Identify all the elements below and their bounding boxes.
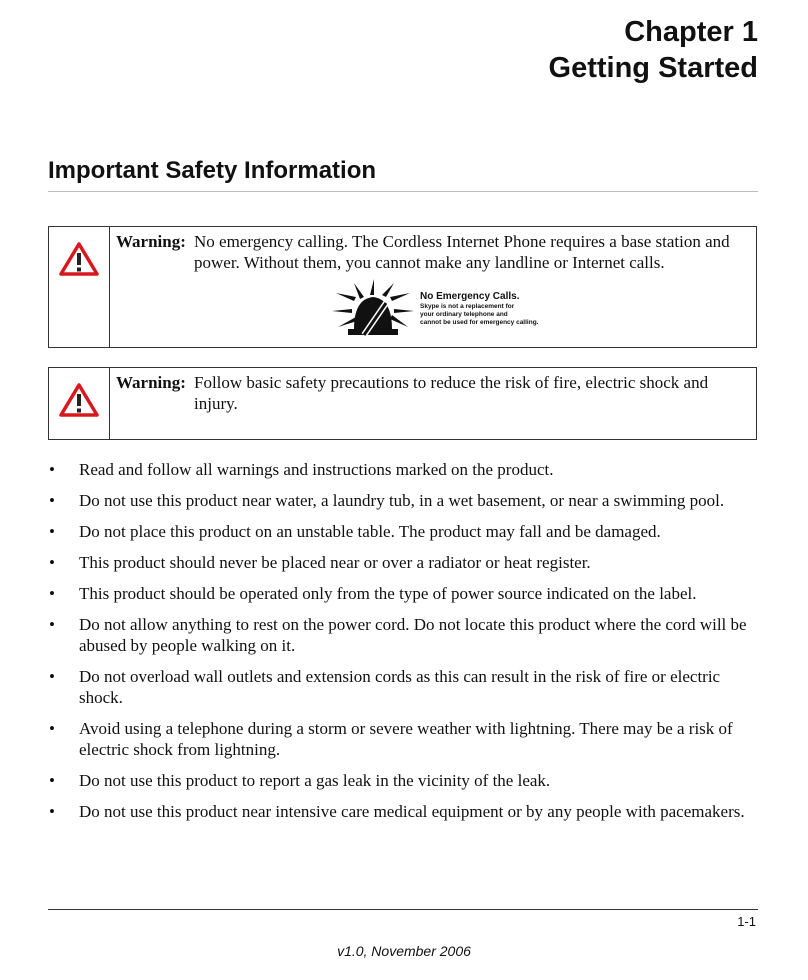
list-item (48, 459, 764, 480)
warning-label: Warning: (116, 232, 186, 251)
footer-rule (48, 909, 758, 910)
safety-bullet-list (48, 459, 764, 832)
warning-triangle-icon (59, 382, 99, 418)
chapter-number: Chapter 1 (624, 16, 758, 48)
list-item (48, 583, 764, 604)
list-item (48, 552, 764, 573)
bullet-mark: • (49, 553, 55, 572)
warning-triangle-icon (59, 241, 99, 277)
bullet-text: Do not use this product near water, a laundry tub, in a wet basement, or near a swimming pool. (79, 491, 725, 510)
warning-text-cell (110, 227, 756, 347)
bullet-mark: • (49, 667, 55, 686)
bullet-text: Do not allow anything to rest on the power cord. Do not locate this product where the cord will be abused by people walking on it. (79, 615, 747, 655)
notice-line-2: your ordinary telephone and (420, 310, 508, 318)
warning-text: No emergency calling. The Cordless Internet Phone requires a base station and power. Without them, you cannot make any landline or Internet calls. (194, 232, 730, 272)
bullet-text: Avoid using a telephone during a storm or severe weather with lightning. There may be a risk of electric shock from lightning. (79, 719, 733, 759)
bullet-mark: • (49, 522, 55, 541)
bullet-text: Read and follow all warnings and instructions marked on the product. (79, 460, 554, 479)
bullet-mark: • (49, 802, 55, 821)
list-item (48, 666, 764, 708)
bullet-text: Do not overload wall outlets and extension cords as this can result in the risk of fire or electric shock. (79, 667, 721, 707)
bullet-text: Do not use this product to report a gas leak in the vicinity of the leak. (79, 771, 551, 790)
warning-box-safety (48, 367, 757, 440)
warning-icon-cell (49, 227, 110, 347)
section-rule (48, 191, 758, 192)
no-emergency-notice (330, 279, 750, 337)
list-item (48, 490, 764, 511)
bullet-mark: • (49, 460, 55, 479)
notice-title: No Emergency Calls. (420, 290, 520, 302)
warning-icon-cell (49, 368, 110, 439)
bullet-mark: • (49, 615, 55, 634)
warning-text: Follow basic safety precautions to reduce the risk of fire, electric shock and injury. (194, 373, 709, 413)
section-title: Important Safety Information (48, 157, 377, 184)
chapter-heading (549, 14, 758, 86)
list-item (48, 614, 764, 656)
warning-label: Warning: (116, 373, 186, 392)
notice-line-3: cannot be used for emergency calling. (420, 318, 539, 326)
warning-text-cell (110, 368, 756, 439)
siren-icon (330, 279, 416, 337)
bullet-mark: • (49, 491, 55, 510)
list-item (48, 521, 764, 542)
version-footer: v1.0, November 2006 (337, 943, 471, 959)
bullet-text: Do not place this product on an unstable table. The product may fall and be damaged. (79, 522, 661, 541)
page-number: 1-1 (737, 914, 756, 929)
bullet-mark: • (49, 719, 55, 738)
list-item (48, 801, 764, 822)
bullet-text: This product should never be placed near or over a radiator or heat register. (79, 553, 591, 572)
list-item (48, 718, 764, 760)
list-item (48, 770, 764, 791)
bullet-mark: • (49, 771, 55, 790)
bullet-text: This product should be operated only from the type of power source indicated on the label. (79, 584, 697, 603)
bullet-text: Do not use this product near intensive care medical equipment or by any people with pacemakers. (79, 802, 745, 821)
notice-line-1: Skype is not a replacement for (420, 302, 515, 310)
bullet-mark: • (49, 584, 55, 603)
warning-box-emergency (48, 226, 757, 348)
chapter-title: Getting Started (548, 52, 758, 84)
